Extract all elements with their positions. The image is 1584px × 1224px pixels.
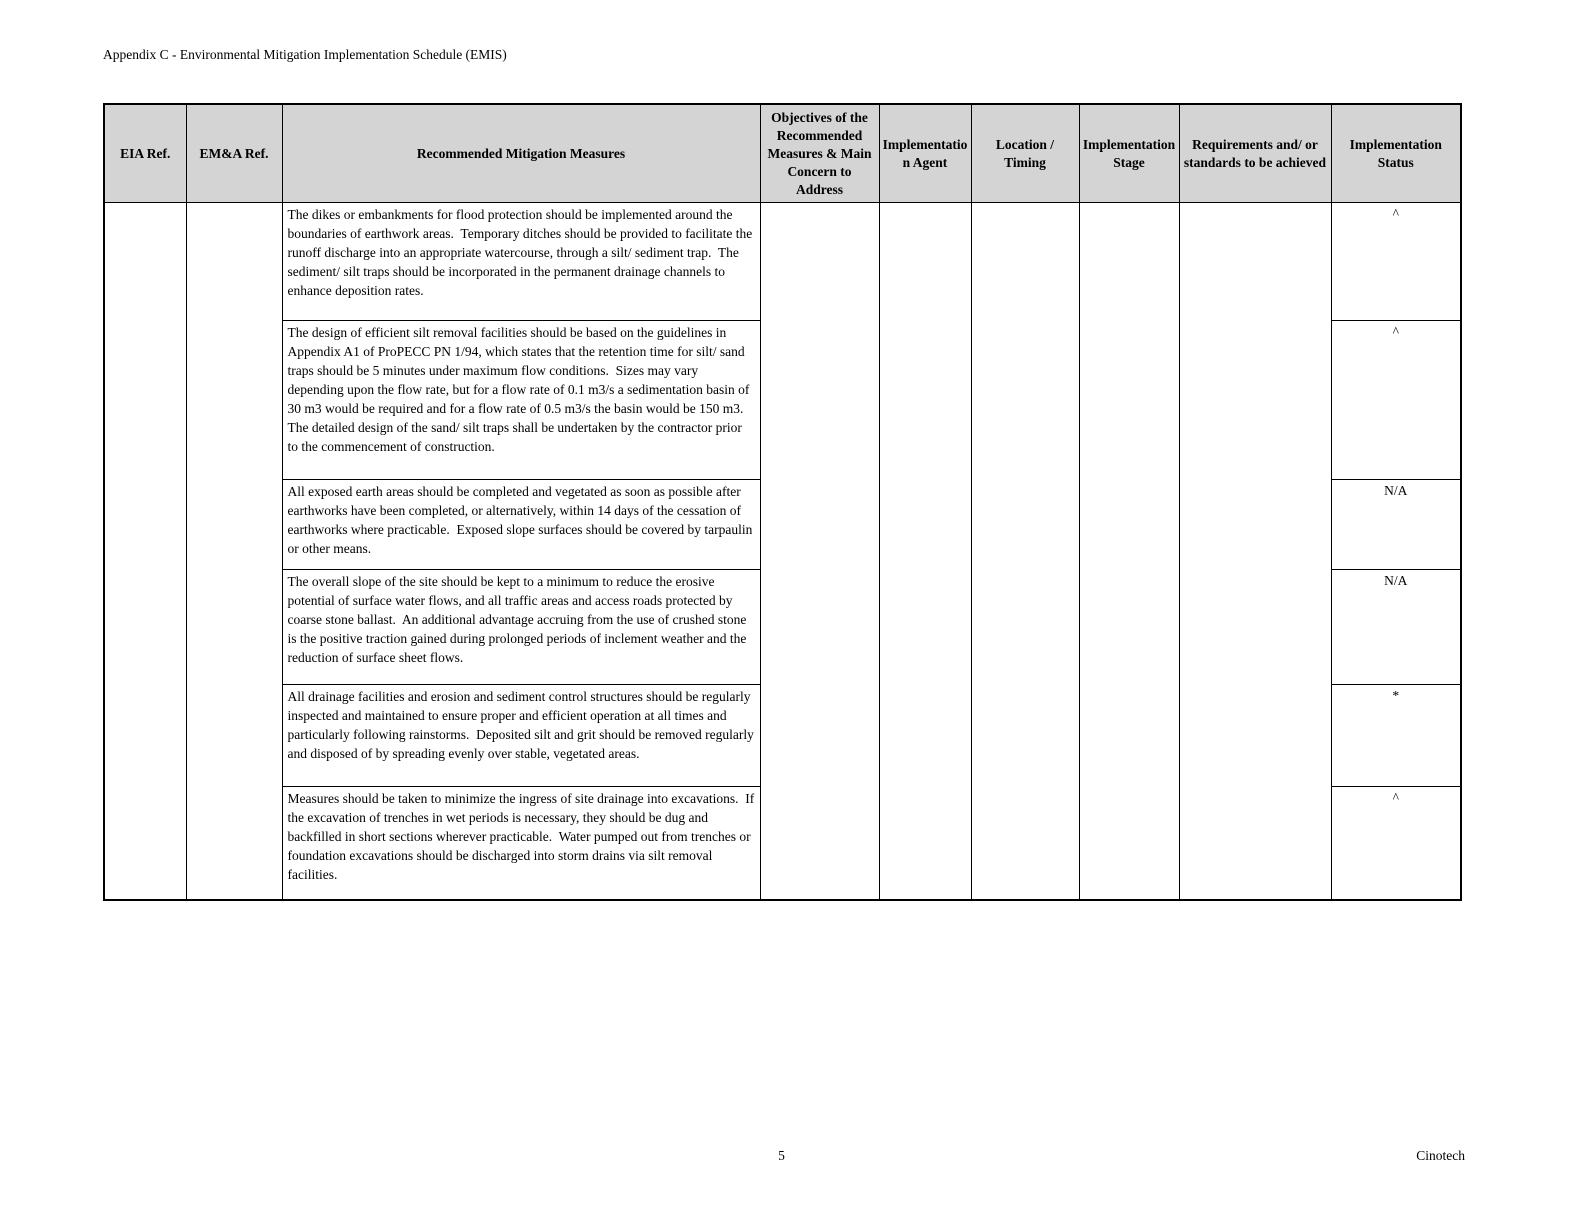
table-row [104, 203, 1461, 321]
column-header-implementation-agent: Implementation Agent [879, 104, 971, 203]
mitigation-measure-text: The dikes or embankments for flood protection should be implemented around the boundaries of earthwork areas. Temporary ditches should be provided to facilitate the runoff discharge into an appropriate watercourse, through a silt/ sediment trap. The sediment/ silt traps should be incorporated in the permanent drainage channels to enhance deposition rates. [282, 203, 760, 321]
column-header-location-timing: Location / Timing [971, 104, 1079, 203]
mitigation-measure-text: The design of efficient silt removal facilities should be based on the guidelines in Appendix A1 of ProPECC PN 1/94, which states that the retention time for silt/ sand traps should be 5 minutes under maximum flow conditions. Sizes may vary depending upon the flow rate, but for a flow rate of 0.1 m3/s a sedimentation basin of 30 m3 would be required and for a flow rate of 0.5 m3/s the basin would be 150 m3. The detailed design of the sand/ silt traps shall be undertaken by the contractor prior to the commencement of construction. [282, 321, 760, 480]
implementation-agent-column-cell [879, 203, 971, 900]
appendix-header-title: Appendix C - Environmental Mitigation Implementation Schedule (EMIS) [103, 47, 507, 62]
page-number: 5 [778, 1148, 785, 1163]
mitigation-measure-text: All drainage facilities and erosion and sediment control structures should be regularly inspected and maintained to ensure proper and efficient operation at all times and particularly following rainstorms. Deposited silt and grit should be removed regularly and disposed of by spreading evenly over stable, vegetated areas. [282, 685, 760, 787]
location-timing-column-cell [971, 203, 1079, 900]
implementation-status-value: ^ [1331, 787, 1461, 900]
column-header-recommended-mitigation-measures: Recommended Mitigation Measures [282, 104, 760, 203]
footer-company-name: Cinotech [1416, 1148, 1465, 1163]
mitigation-measure-text: The overall slope of the site should be kept to a minimum to reduce the erosive potential of surface water flows, and all traffic areas and access roads protected by coarse stone ballast. An additional advantage accruing from the use of crushed stone is the positive traction gained during prolonged periods of inclement weather and the reduction of surface sheet flows. [282, 570, 760, 685]
emis-table [103, 103, 1462, 901]
implementation-status-value: N/A [1331, 480, 1461, 570]
objectives-column-cell [760, 203, 879, 900]
column-header-objectives: Objectives of the Recommended Measures & Main Concern to Address [760, 104, 879, 203]
requirements-column-cell [1179, 203, 1331, 900]
implementation-status-value: N/A [1331, 570, 1461, 685]
column-header-ema-ref: EM&A Ref. [186, 104, 282, 203]
implementation-stage-column-cell [1079, 203, 1179, 900]
column-header-implementation-stage: Implementation Stage [1079, 104, 1179, 203]
mitigation-measure-text: All exposed earth areas should be completed and vegetated as soon as possible after earthworks have been completed, or alternatively, within 14 days of the cessation of earthworks where practicable. Exposed slope surfaces should be covered by tarpaulin or other means. [282, 480, 760, 570]
implementation-status-value: * [1331, 685, 1461, 787]
table-header-row [104, 104, 1461, 203]
eia-ref-column-cell [104, 203, 186, 900]
implementation-status-value: ^ [1331, 321, 1461, 480]
column-header-implementation-status: Implementation Status [1331, 104, 1461, 203]
mitigation-measure-text: Measures should be taken to minimize the ingress of site drainage into excavations. If the excavation of trenches in wet periods is necessary, they should be dug and backfilled in short sections wherever practicable. Water pumped out from trenches or foundation excavations should be discharged into storm drains via silt removal facilities. [282, 787, 760, 900]
column-header-eia-ref: EIA Ref. [104, 104, 186, 203]
ema-ref-column-cell [186, 203, 282, 900]
implementation-status-value: ^ [1331, 203, 1461, 321]
column-header-requirements-standards: Requirements and/ or standards to be achieved [1179, 104, 1331, 203]
